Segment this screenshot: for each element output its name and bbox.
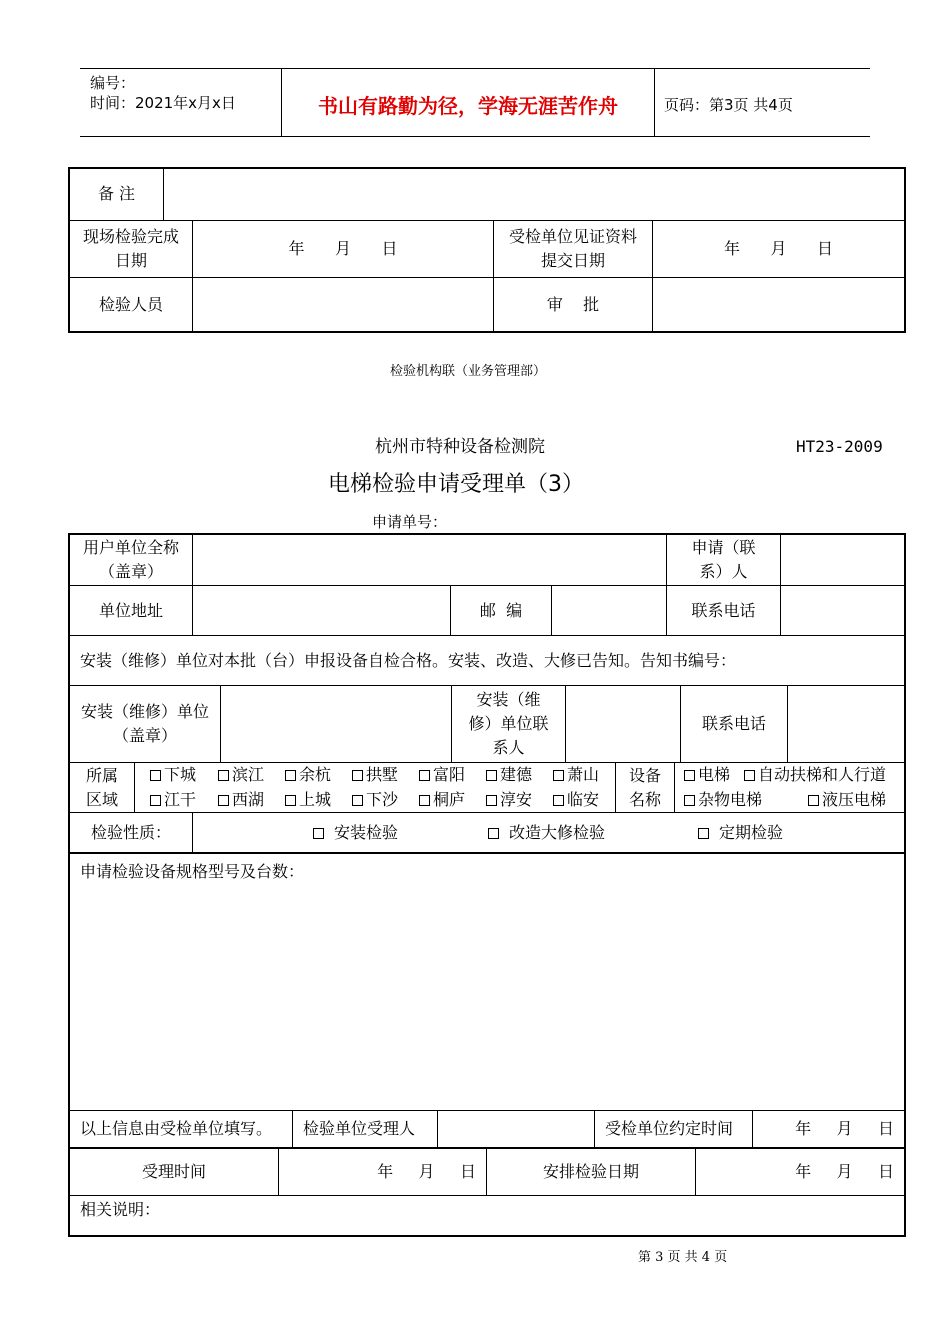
label-line: 现场检验完成 (82, 227, 179, 246)
doc-number-label: 编号： (90, 74, 136, 92)
device-option-elevator[interactable] (684, 763, 730, 787)
district-option[interactable] (150, 788, 196, 812)
district-option[interactable] (218, 763, 264, 787)
option-label: 杂物电梯 (698, 790, 763, 809)
label-line: 申请（联 (691, 538, 756, 557)
notes-area[interactable] (70, 1196, 904, 1236)
application-number-label: 申请单号： (372, 513, 448, 531)
nature-option-periodic[interactable] (698, 821, 783, 845)
checkbox[interactable] (285, 770, 296, 781)
header-bottom-rule (80, 136, 870, 137)
district-option[interactable] (553, 763, 599, 787)
district-option[interactable] (285, 788, 331, 812)
option-label: 萧山 (567, 765, 600, 784)
page-info: 页码：第3页 共4页 (664, 96, 793, 114)
checkbox[interactable] (744, 770, 755, 781)
label-line: 安装（维修）单位 (80, 702, 209, 721)
district-option[interactable] (285, 763, 331, 787)
postcode-field[interactable] (552, 586, 666, 635)
checkbox[interactable] (488, 828, 499, 839)
nature-option-install[interactable] (313, 821, 398, 845)
option-label: 电梯 (698, 765, 731, 784)
checkbox[interactable] (486, 795, 497, 806)
district-option[interactable] (419, 788, 465, 812)
checkbox[interactable] (285, 795, 296, 806)
label-line: 区域 (85, 789, 118, 809)
agreed-time-label: 受检单位约定时间 (605, 1119, 734, 1138)
copy-note: 检验机构联（业务管理部） (390, 364, 547, 379)
approve-label: 审 批 (546, 295, 600, 314)
inspector-label: 检验人员 (98, 295, 163, 314)
address-field[interactable] (193, 586, 450, 635)
checkbox[interactable] (553, 795, 564, 806)
user-unit-label (70, 535, 192, 585)
option-label: 富阳 (433, 765, 466, 784)
install-phone-field[interactable] (788, 686, 904, 762)
option-label: 淳安 (500, 790, 533, 809)
checkbox[interactable] (419, 795, 430, 806)
option-label: 下沙 (366, 790, 399, 809)
option-label: 临安 (567, 790, 600, 809)
institute-name: 杭州市特种设备检测院 (375, 437, 545, 457)
doc-time-label: 时间：2021年x月x日 (90, 94, 236, 112)
install-unit-label (70, 686, 220, 762)
receiver-field[interactable] (438, 1111, 594, 1147)
option-label: 下城 (164, 765, 197, 784)
install-contact-field[interactable] (566, 686, 680, 762)
onsite-done-date[interactable]: 年 月 日 (288, 239, 398, 258)
user-unit-field[interactable] (193, 535, 666, 585)
filled-by-note: 以上信息由受检单位填写。 (80, 1119, 273, 1138)
postcode-label: 邮 编 (479, 600, 523, 620)
table-rule (674, 763, 675, 812)
remarks-label: 备 注 (97, 184, 136, 203)
accept-time-field[interactable]: 年 月 日 (377, 1162, 476, 1181)
nature-label: 检验性质： (90, 822, 171, 842)
applicant-label (667, 535, 780, 585)
label-line: 名称 (628, 789, 661, 809)
district-option[interactable] (218, 788, 264, 812)
district-option[interactable] (486, 788, 532, 812)
remarks-field[interactable] (164, 168, 904, 220)
accept-time-label: 受理时间 (141, 1162, 206, 1181)
option-label: 上城 (299, 790, 332, 809)
label-line: 所属 (85, 765, 118, 785)
option-label: 定期检验 (719, 823, 784, 842)
label-line: （盖章） (98, 562, 163, 581)
checkbox[interactable] (352, 795, 363, 806)
label-line: 提交日期 (540, 251, 605, 270)
checkbox[interactable] (218, 770, 229, 781)
form-title: 电梯检验申请受理单（3） (328, 472, 584, 497)
receiver-label: 检验单位受理人 (303, 1119, 416, 1138)
label-line: 受检单位见证资料 (508, 227, 637, 246)
form-code: HT23-2009 (796, 437, 883, 456)
checkbox[interactable] (313, 828, 324, 839)
submit-date-label (494, 221, 652, 277)
header-top-rule (80, 68, 870, 69)
option-label: 余杭 (299, 765, 332, 784)
district-option[interactable] (352, 788, 398, 812)
option-label: 桐庐 (433, 790, 466, 809)
label-line: 用户单位全称 (82, 538, 179, 557)
device-option-hydraulic[interactable] (808, 788, 886, 812)
option-label: 改造大修检验 (509, 823, 606, 842)
address-label: 单位地址 (98, 600, 163, 620)
spec-label: 申请检验设备规格型号及台数： (80, 862, 305, 881)
option-label: 滨江 (232, 765, 265, 784)
district-options (134, 763, 615, 812)
district-label (70, 763, 134, 812)
header-motto: 书山有路勤为径，学海无涯苦作舟 (318, 94, 618, 118)
checkbox[interactable] (419, 770, 430, 781)
inspector-field[interactable] (193, 278, 493, 332)
district-option[interactable] (419, 763, 465, 787)
checkbox[interactable] (553, 770, 564, 781)
self-check-statement: 安装（维修）单位对本批（台）申报设备自检合格。安装、改造、大修已告知。告知书编号： (80, 650, 737, 670)
district-option[interactable] (150, 763, 196, 787)
label-line: 日期 (114, 251, 147, 270)
table-rule (192, 813, 193, 852)
option-label: 建德 (500, 765, 533, 784)
checkbox[interactable] (352, 770, 363, 781)
spec-area[interactable] (70, 854, 904, 1110)
header-divider (654, 68, 655, 136)
checkbox[interactable] (684, 770, 695, 781)
checkbox[interactable] (486, 770, 497, 781)
checkbox[interactable] (218, 795, 229, 806)
district-option[interactable] (553, 788, 599, 812)
notes-label: 相关说明： (80, 1200, 161, 1219)
device-option-escalator[interactable] (744, 763, 886, 787)
schedule-label: 安排检验日期 (542, 1162, 639, 1181)
label-line: 安装（维 (476, 690, 541, 709)
label-line: （盖章） (112, 726, 177, 745)
checkbox[interactable] (684, 795, 695, 806)
district-option[interactable] (486, 763, 532, 787)
schedule-field[interactable]: 年 月 日 (795, 1162, 894, 1181)
checkbox[interactable] (150, 795, 161, 806)
label-line: 系）人 (699, 562, 748, 581)
device-option-freight[interactable] (684, 788, 762, 812)
phone-field[interactable] (781, 586, 904, 635)
option-label: 拱墅 (366, 765, 399, 784)
install-unit-field[interactable] (221, 686, 451, 762)
option-label: 液压电梯 (822, 790, 887, 809)
device-label (616, 763, 674, 812)
agreed-time-field[interactable]: 年 月 日 (795, 1119, 894, 1138)
table-rule (69, 812, 905, 813)
submit-date[interactable]: 年 月 日 (723, 239, 834, 258)
onsite-done-label (70, 221, 192, 277)
page-footer: 第 3 页 共 4 页 (638, 1250, 728, 1265)
option-label: 江干 (164, 790, 197, 809)
applicant-field[interactable] (781, 535, 904, 585)
checkbox[interactable] (150, 770, 161, 781)
label-line: 修）单位联 (468, 714, 549, 733)
phone-label: 联系电话 (691, 600, 756, 620)
district-option[interactable] (352, 763, 398, 787)
option-label: 西湖 (232, 790, 265, 809)
install-contact-label (452, 686, 565, 762)
label-line: 系人 (492, 738, 525, 757)
approve-field[interactable] (653, 278, 904, 332)
checkbox[interactable] (698, 828, 709, 839)
nature-option-modify[interactable] (488, 821, 605, 845)
install-phone-label: 联系电话 (701, 714, 766, 733)
label-line: 设备 (628, 765, 661, 785)
option-label: 自动扶梯和人行道 (758, 765, 887, 784)
checkbox[interactable] (808, 795, 819, 806)
option-label: 安装检验 (334, 823, 399, 842)
